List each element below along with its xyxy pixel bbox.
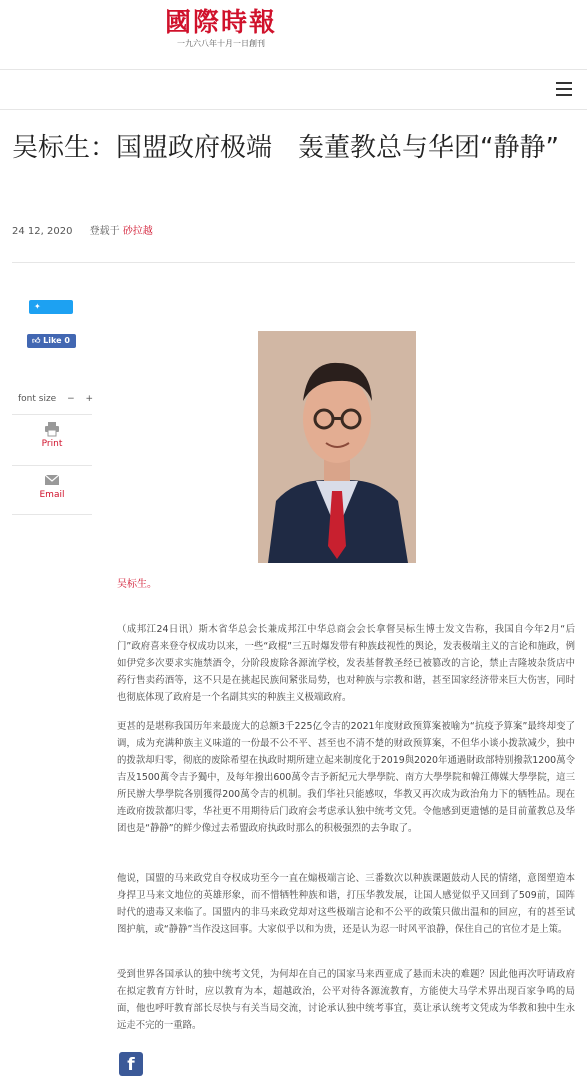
facebook-icon: f: [127, 1055, 135, 1075]
email-button[interactable]: [12, 465, 92, 515]
article-date: 24 12, 2020: [12, 226, 73, 237]
menu-icon[interactable]: [556, 82, 572, 96]
facebook-share-button[interactable]: [119, 1052, 143, 1076]
article-meta: [12, 222, 153, 237]
printer-icon: [44, 421, 60, 437]
article-headline: 吴标生：国盟政府极端 轰董教总与华团“静静”: [12, 133, 559, 163]
posted-in-label: 登载于: [89, 226, 120, 237]
twitter-bird-icon: ✦: [34, 302, 41, 311]
article-paragraph: 他说，国盟的马来政党自夺权成功至今一直在煽极端言论、三番数次以种族课题鼓动人民的情绪，意图塑造本身捍卫马来文地位的英雄形象，而不惜牺牲种族和谐，打压华教发展，让国人感觉似乎又回到了509前，国阵时代的遗毒又来临了。国盟内的非马来政党却对这些极端言论和不公平的政策只做出温和的回应，有的甚至试图护航，或“静静”当作没这回事。大家似乎以和为贵，还是认为忍一时风平浪静，保住自己的官位才是上策。: [117, 873, 575, 935]
portrait-illustration: [258, 331, 416, 563]
article-paragraph: （成邦江24日讯）斯木省华总会长兼成邦江中华总商会会长拿督吴标生博士发文告称，我国自今年2月“后门”政府喜来登夺权成功以来，一些“政棍”三五时爆发带有种族歧视性的舆论，发表极端主义的言论和施政，例如伊党多次要求实施禁酒令，分阶段废除各源流学校，发表基督教圣经已被篡改的言论，禁止吉隆坡杂货店中药行售卖药酒等，这不只是在挑起民族间紧张局势，也对种族与宗教和谐，甚至国家经济带来巨大伤害，同时也彻底体现了政府是一个名副其实的种族主义极端政府。: [117, 624, 575, 703]
print-button[interactable]: [12, 414, 92, 464]
divider: [12, 262, 575, 263]
like-label: Like 0: [43, 336, 70, 345]
font-decrease-button[interactable]: −: [67, 394, 75, 404]
tweet-button[interactable]: [29, 300, 73, 325]
facebook-like-button[interactable]: [27, 334, 76, 348]
font-size-label: font size: [18, 394, 57, 404]
article-paragraph: 更甚的是堪称我国历年来最庞大的总额3千225亿令吉的2021年度财政预算案被喻为“抗疫予算案”最终却变了调，成为充满种族主义味道的一份最不公不平、甚至也不清不楚的财政预算案，不但华小谈小拨款减少，独中的拨款却归零，彻底的废除希望在执政时期所建立起来制度化于2019與2020年通過財政部特别撥款1200萬令吉及1500萬令吉予獨中，及每年撥出600萬令吉予新紀元大學學院、南方大學學院和韓江傳媒大學學院，這三所民辦大學學院各别獲得200萬令吉的机制。我们华社只能感叹，华教又再次成为政治角力下的牺牲品。现在连政府拨款都归零，华社更不用期待后门政府会考虑承认独中统考文凭。令他感到更遗憾的是目前董教总及华团也是“静静”的鲜少像过去希盟政府执政时那么的积极强烈的去争取了。: [117, 721, 575, 834]
tweet-label: Tweet: [34, 316, 61, 325]
envelope-icon: [44, 472, 60, 488]
nav-bar: [0, 70, 587, 110]
font-size-control: [18, 394, 93, 404]
site-logo[interactable]: 國際時報: [164, 8, 277, 38]
photo-caption: 吴标生。: [117, 579, 157, 590]
article-photo: [258, 331, 416, 563]
category-link[interactable]: 砂拉越: [122, 226, 153, 237]
article-paragraph: 受到世界各国承认的独中统考文凭，为何却在自己的国家马来西亚成了悬而未决的难题？因此他再次吁请政府在拟定教育方针时，应以教育为本，超越政治，公平对待各源流教育，方能使大马学术界出现百家争鸣的局面，他也呼吁教育部长尽快与有关当局交流，讨论承认独中统考事宜，莫让承认统考文凭成为华教和独中生永远走不完的一重路。: [117, 969, 575, 1031]
thumbs-up-icon: 👍︎: [32, 336, 44, 345]
email-label: Email: [39, 490, 65, 500]
site-header: [0, 0, 587, 70]
font-increase-button[interactable]: +: [85, 394, 94, 404]
print-label: Print: [41, 439, 63, 449]
site-tagline: 一九六八年十月一日創刊: [177, 39, 265, 48]
